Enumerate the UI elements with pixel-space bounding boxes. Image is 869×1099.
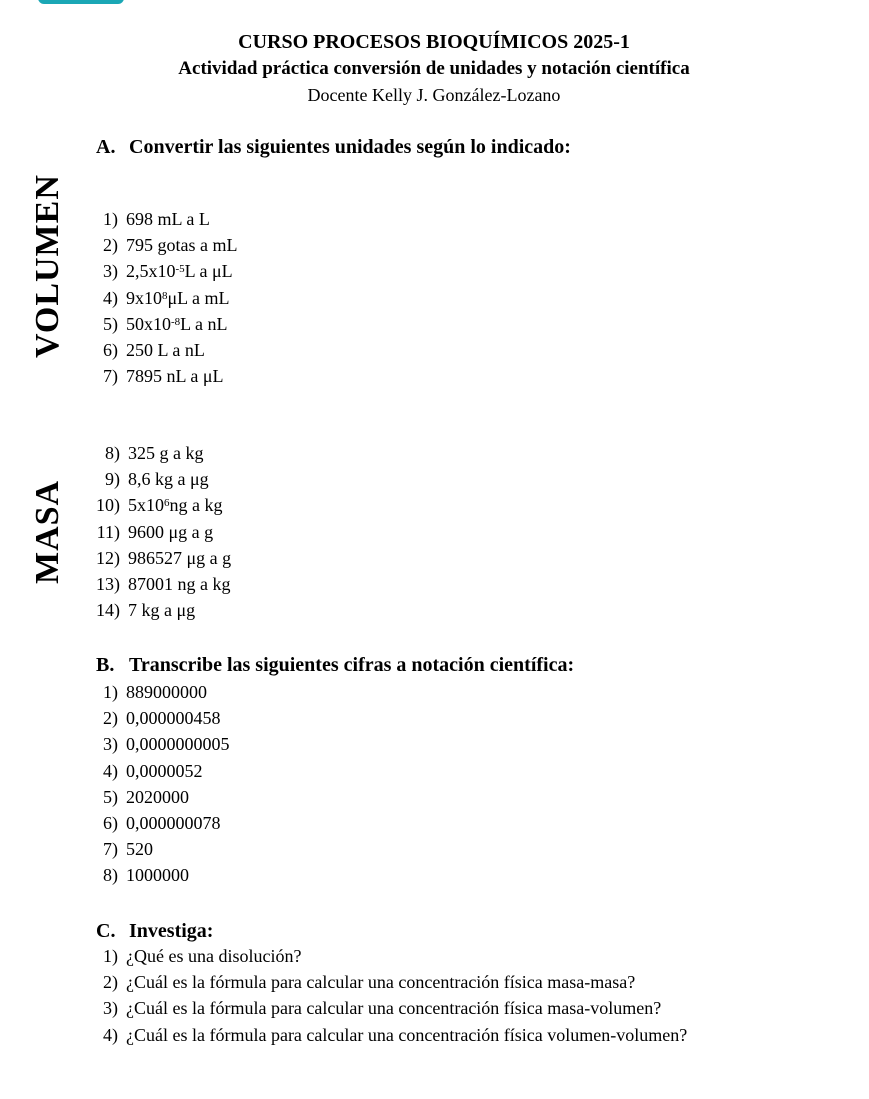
list-item: 4) ¿Cuál es la fórmula para calcular una concentración física volumen-volumen? (103, 1024, 688, 1045)
corner-decoration (38, 0, 124, 4)
section-c-title: Investiga: (129, 920, 214, 942)
list-item: 7) 7895 nL a μL (103, 366, 224, 387)
list-item: 7) 520 (103, 839, 153, 860)
list-item: 6) 0,000000078 (103, 813, 221, 834)
section-a-letter: A. (96, 136, 116, 158)
masa-list (88, 440, 231, 623)
list-item: 10) 5x10 $^6$ ng a kg (96, 495, 223, 516)
list-item: 4) 9x10 $^8$ μL a mL (103, 287, 230, 308)
section-c-heading (96, 918, 213, 944)
course-title: CURSO PROCESOS BIOQUÍMICOS 2025-1 (238, 31, 630, 53)
research-list (96, 943, 687, 1048)
list-item: 2) 795 gotas a mL (103, 235, 238, 256)
volumen-list (96, 206, 237, 389)
list-item: 4) 0,0000052 (103, 760, 203, 781)
list-item: 1) 889000000 (103, 682, 207, 702)
volumen-label: VOLUMEN (29, 174, 66, 358)
scientific-notation-list (96, 679, 230, 889)
document-header (0, 28, 869, 108)
list-item: 8) 325 g a kg (105, 443, 204, 463)
list-item: 1) ¿Qué es una disolución? (103, 946, 302, 966)
section-b-letter: B. (96, 654, 115, 676)
section-b-heading (96, 652, 574, 678)
list-item: 5) 50x10 $^{-8}$ L a nL (103, 313, 228, 334)
list-item: 14) 7 kg a μg (96, 600, 196, 621)
list-item: 5) 2020000 (103, 786, 189, 807)
list-item: 2) 0,000000458 (103, 708, 221, 729)
section-c-letter: C. (96, 920, 116, 942)
activity-title: Actividad práctica conversión de unidades y notación científica (178, 58, 690, 79)
list-item: 12) 986527 μg a g (96, 547, 232, 568)
list-item: 1) 698 mL a L (103, 209, 210, 229)
list-item: 3) ¿Cuál es la fórmula para calcular una concentración física masa-volumen? (103, 998, 662, 1019)
list-item: 2) ¿Cuál es la fórmula para calcular una concentración física masa-masa? (103, 972, 636, 993)
list-item: 13) 87001 ng a kg (96, 574, 231, 595)
list-item: 3) 2,5x10 $^{-5}$ L a μL (103, 261, 233, 282)
list-item: 8) 1000000 (103, 865, 189, 886)
section-a-heading (96, 134, 571, 160)
list-item: 3) 0,0000000005 (103, 734, 230, 755)
section-a-title: Convertir las siguientes unidades según lo indicado: (129, 136, 571, 158)
masa-label: MASA (29, 479, 66, 584)
section-b-title: Transcribe las siguientes cifras a notación científica: (129, 654, 575, 676)
list-item: 11) 9600 μg a g (96, 521, 214, 542)
list-item: 9) 8,6 kg a μg (105, 469, 209, 490)
list-item: 6) 250 L a nL (103, 340, 205, 361)
teacher-name: Docente Kelly J. González-Lozano (307, 85, 561, 105)
